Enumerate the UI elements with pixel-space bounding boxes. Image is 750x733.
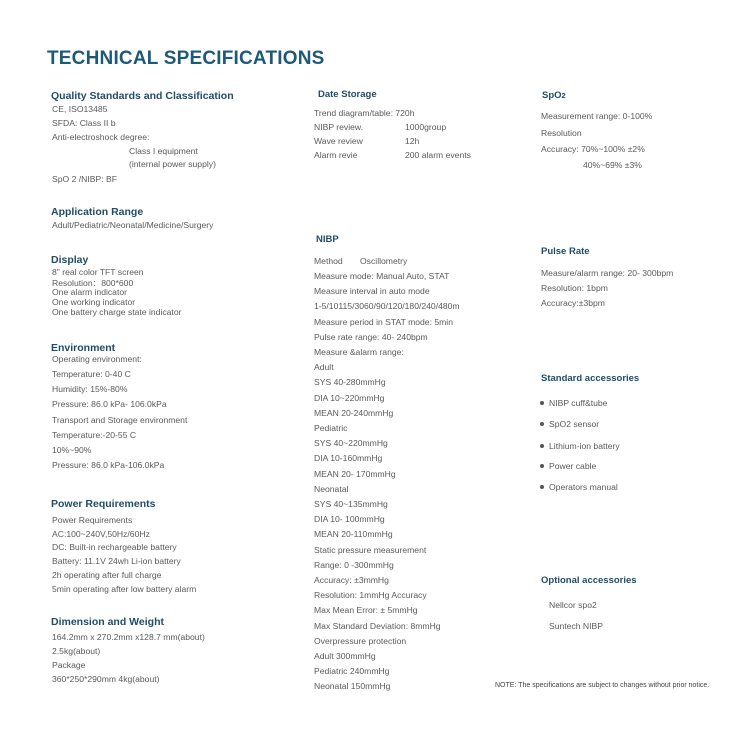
quality-line: CE, ISO13485 xyxy=(52,104,108,114)
nibp-line: DIA 10- 100mmHg xyxy=(314,514,385,525)
pulse-line: Measure/alarm range: 20- 300bpm xyxy=(541,268,674,278)
environment-heading: Environment xyxy=(51,342,116,354)
display-heading: Display xyxy=(51,254,89,266)
environment-line: 10%~90% xyxy=(52,445,92,455)
environment-line: Humidity: 15%-80% xyxy=(52,384,128,394)
storage-value: 1000group xyxy=(405,122,447,132)
display-line: One working indicator xyxy=(52,297,136,307)
pulse-heading: Pulse Rate xyxy=(541,246,590,257)
dimension-line: 360*250*290mm 4kg(about) xyxy=(52,674,160,684)
power-line: AC:100~240V,50Hz/60Hz xyxy=(52,529,150,539)
power-line: Battery: 11.1V 24wh Li-ion battery xyxy=(52,556,181,566)
bullet-icon xyxy=(540,444,544,448)
nibp-heading: NIBP xyxy=(316,234,339,245)
accessory-item: SpO2 sensor xyxy=(540,419,599,429)
nibp-line: Pediatric 240mmHg xyxy=(314,666,390,677)
environment-line: Operating environment: xyxy=(52,354,142,364)
dimension-line: 164.2mm x 270.2mm x128.7 mm(about) xyxy=(52,632,205,642)
spo2-heading: SpO2 xyxy=(542,90,566,101)
pulse-line: Accuracy:±3bpm xyxy=(541,298,605,308)
bullet-icon xyxy=(540,401,544,405)
nibp-line: Range: 0 -300mmHg xyxy=(314,559,394,570)
nibp-line: MEAN 20-240mmHg xyxy=(314,407,394,418)
optional-item: Nellcor spo2 xyxy=(549,600,597,610)
footnote: NOTE: The specifications are subject to changes without prior notice. xyxy=(495,682,710,689)
environment-line: Temperature: 0-40 C xyxy=(52,369,131,379)
quality-line: SpO 2 /NIBP: BF xyxy=(52,174,117,184)
power-line: DC: Built-in rechargeable battery xyxy=(52,542,177,552)
nibp-line: Resolution: 1mmHg Accuracy xyxy=(314,590,427,601)
display-line: Resolution：800*600 xyxy=(52,278,134,288)
environment-line: Pressure: 86.0 kPa-106.0kPa xyxy=(52,460,165,470)
accessory-item: Lithium-ion battery xyxy=(540,441,620,451)
storage-label: NIBP review. xyxy=(314,122,364,132)
storage-value: 200 alarm events xyxy=(405,150,471,160)
power-line: 5min operating after low battery alarm xyxy=(52,584,197,594)
dimension-heading: Dimension and Weight xyxy=(51,616,164,628)
bullet-icon xyxy=(540,464,544,468)
nibp-line: Pediatric xyxy=(314,423,348,433)
spo2-line: 40%~69% ±3% xyxy=(583,160,642,170)
display-line: 8" real color TFT screen xyxy=(52,267,144,277)
bullet-icon xyxy=(540,485,544,489)
quality-line: SFDA: Class II b xyxy=(52,118,116,128)
nibp-line: Adult xyxy=(314,362,334,373)
spo2-line: Resolution xyxy=(541,128,582,138)
nibp-line: Neonatal 150mmHg xyxy=(314,681,391,692)
nibp-line: Pulse rate range: 40- 240bpm xyxy=(314,331,428,342)
application-line: Adult/Pediatric/Neonatal/Medicine/Surgery xyxy=(52,220,214,230)
quality-line: Anti-electroshock degree: xyxy=(52,132,150,142)
quality-line: (internal power supply) xyxy=(129,159,216,169)
spo2-line: Measurement range: 0-100% xyxy=(541,111,653,121)
environment-line: Transport and Storage environment xyxy=(52,415,188,425)
environment-line: Temperature:-20-55 C xyxy=(52,430,137,440)
optional-accessories-heading: Optional accessories xyxy=(541,575,637,586)
power-line: Power Requirements xyxy=(52,515,133,525)
quality-line: Class I equipment xyxy=(129,146,198,156)
nibp-line: DIA 10~220mmHg xyxy=(314,392,385,403)
page-title: TECHNICAL SPECIFICATIONS xyxy=(47,48,325,69)
nibp-line: MEAN 20-110mmHg xyxy=(314,529,393,540)
dimension-line: 2.5kg(about) xyxy=(52,646,101,656)
power-heading: Power Requirements xyxy=(51,498,156,510)
nibp-line: Max Mean Error: ± 5mmHg xyxy=(314,605,418,616)
nibp-method-label: Method xyxy=(314,256,343,266)
nibp-line: SYS 40~135mmHg xyxy=(314,499,388,509)
environment-line: Pressure: 86.0 kPa- 106.0kPa xyxy=(52,399,167,409)
accessory-item: Power cable xyxy=(540,461,596,471)
nibp-line: SYS 40-280mmHg xyxy=(314,377,386,388)
nibp-line: Max Standard Deviation: 8mmHg xyxy=(314,620,441,631)
quality-heading: Quality Standards and Classification xyxy=(51,90,234,102)
storage-label: Wave review xyxy=(314,136,363,146)
nibp-method-value: Oscillometry xyxy=(360,256,408,266)
power-line: 2h operating after full charge xyxy=(52,570,162,580)
standard-accessories-heading: Standard accessories xyxy=(541,373,640,384)
nibp-line: SYS 40~220mmHg xyxy=(314,438,388,449)
application-heading: Application Range xyxy=(51,206,144,218)
accessory-item: Operators manual xyxy=(540,482,618,492)
display-line: One alarm indicator xyxy=(52,287,127,297)
display-line: One battery charge state indicator xyxy=(52,307,182,317)
nibp-line: Accuracy: ±3mmHg xyxy=(314,575,389,585)
spo2-line: Accuracy: 70%~100% ±2% xyxy=(541,144,645,154)
dimension-line: Package xyxy=(52,660,86,670)
nibp-line: Measure &alarm range: xyxy=(314,347,404,357)
accessory-item: NIBP cuff&tube xyxy=(540,398,607,408)
optional-item: Suntech NIBP xyxy=(549,621,603,631)
bullet-icon xyxy=(540,422,544,426)
nibp-line: Adult 300mmHg xyxy=(314,651,376,661)
storage-value: 12h xyxy=(405,136,420,146)
nibp-line: Measure mode: Manual Auto, STAT xyxy=(314,271,450,281)
nibp-line: MEAN 20- 170mmHg xyxy=(314,468,396,479)
nibp-line: Overpressure protection xyxy=(314,635,407,646)
nibp-line: Neonatal xyxy=(314,483,349,494)
pulse-line: Resolution: 1bpm xyxy=(541,283,608,293)
nibp-line: Static pressure measurement xyxy=(314,544,427,555)
nibp-line: Measure period in STAT mode: 5min xyxy=(314,316,453,327)
nibp-line: 1-5/10115/3060/90/120/180/240/480m xyxy=(314,301,460,312)
nibp-line: Measure interval in auto mode xyxy=(314,286,430,297)
storage-line: Trend diagram/table: 720h xyxy=(314,108,415,118)
storage-heading: Date Storage xyxy=(318,89,377,100)
nibp-line: DIA 10-160mmHg xyxy=(314,453,383,464)
storage-label: Alarm revie xyxy=(314,150,358,160)
